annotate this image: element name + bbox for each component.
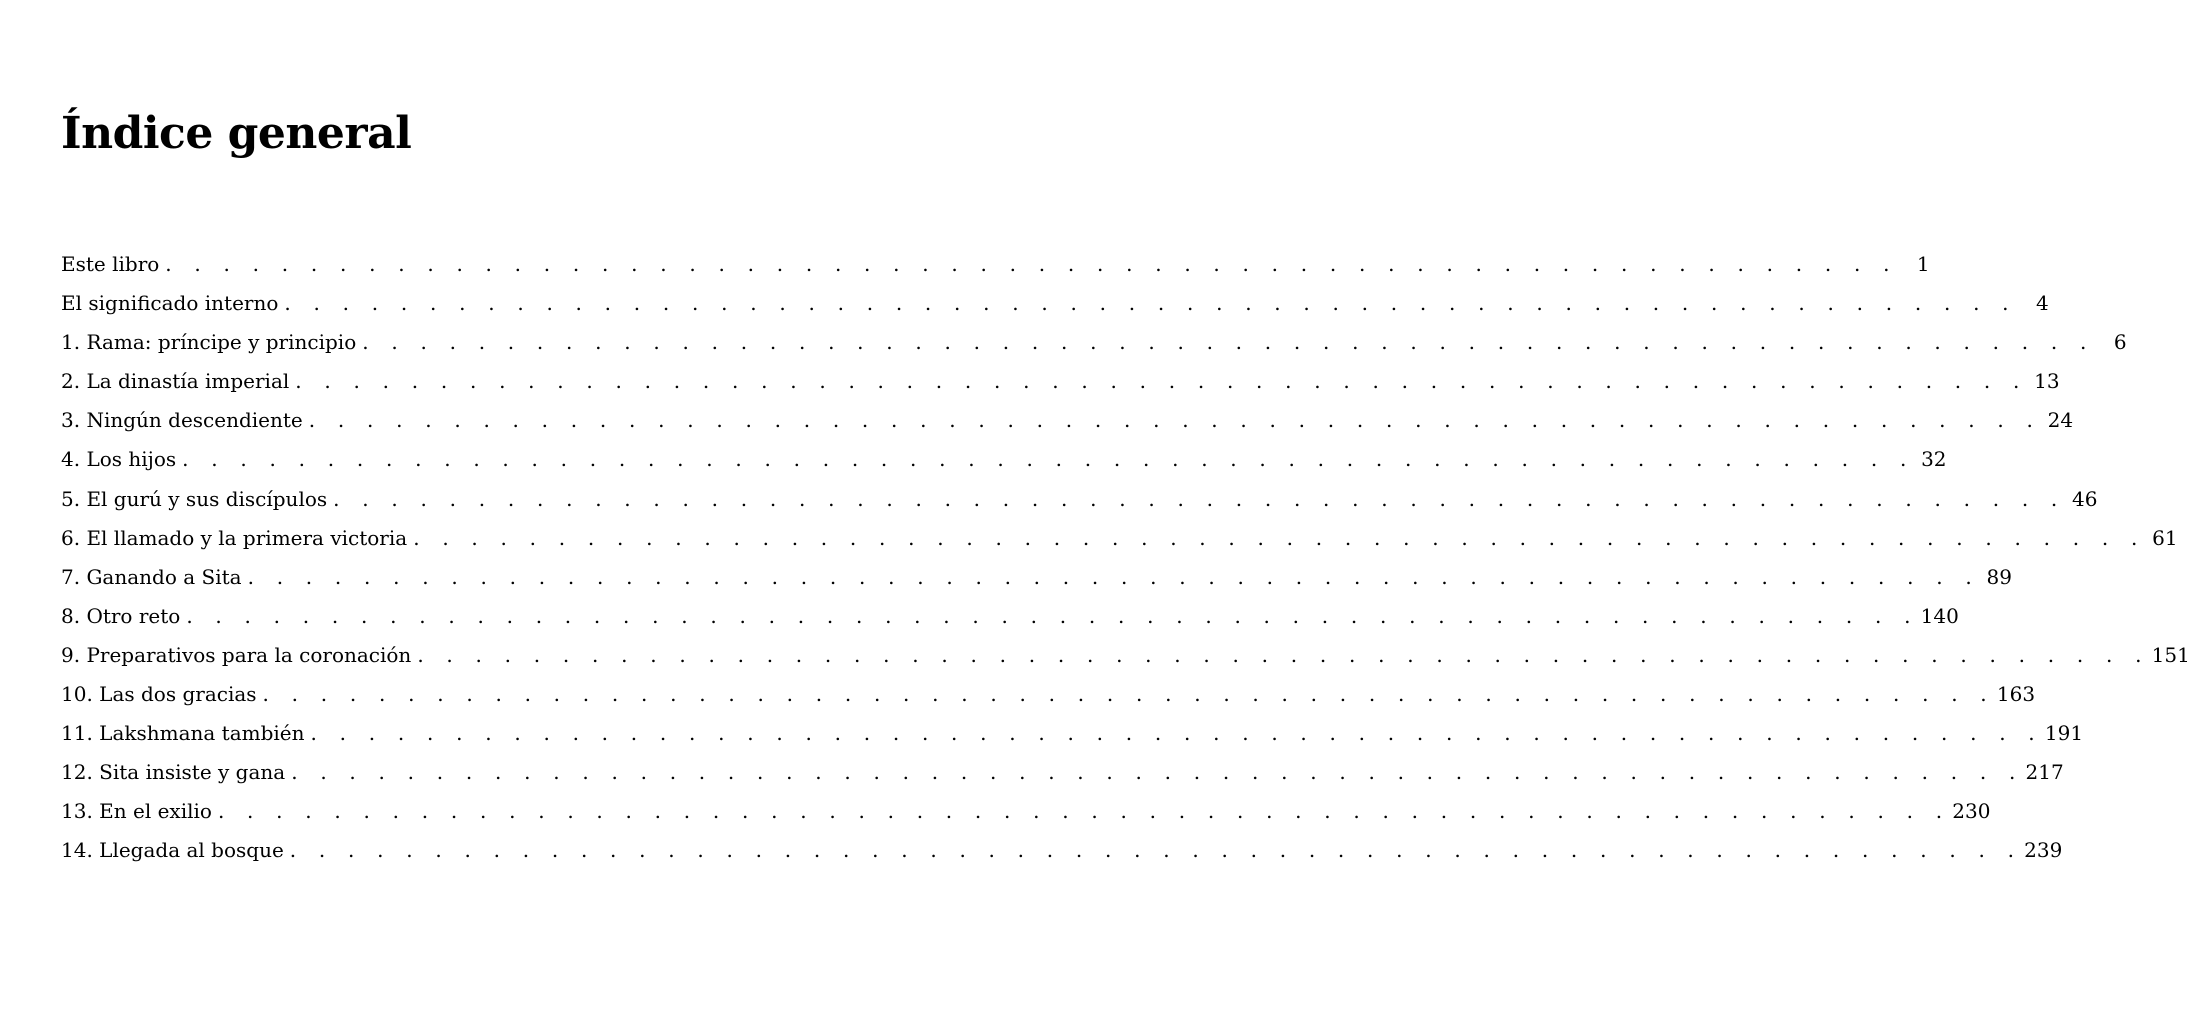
toc-entry-label: 14. Llegada al bosque: [61, 838, 284, 863]
toc-entry[interactable]: [61, 675, 2036, 714]
toc-entry-label: 6. El llamado y la primera victoria: [61, 525, 408, 550]
toc-entry-label: 1. Rama: príncipe y principio: [61, 330, 357, 355]
toc-entry-label: El significado interno: [61, 291, 279, 316]
toc-entry-page-number: 46: [2072, 486, 2098, 511]
page-title: Índice general: [61, 108, 412, 159]
dot-leader: . . . . . . . . . . . . . . . . . . . . . . . . . . . . . . . . . . . . . . . . . . . . . . . . . . . . . . . . . . . .: [413, 525, 2146, 550]
toc-entry-label: 10. Las dos gracias: [61, 682, 257, 707]
toc-entry[interactable]: [61, 792, 1991, 831]
toc-entry-label: 5. El gurú y sus discípulos: [61, 486, 328, 511]
toc-entry-label: Este libro: [61, 252, 160, 276]
toc-entry[interactable]: [61, 480, 2098, 519]
toc-entry-label: 7. Ganando a Sita: [61, 564, 242, 589]
toc-entry-page-number: 239: [2024, 838, 2063, 863]
toc-entry-label: 12. Sita insiste y gana: [61, 760, 286, 785]
toc-entry[interactable]: [61, 440, 1947, 479]
toc-entry[interactable]: [61, 323, 2127, 362]
dot-leader: . . . . . . . . . . . . . . . . . . . . . . . . . . . . . . . . . . . . . . . . . . . . . . . . . . . . . . . . . . . .: [182, 447, 1915, 472]
toc-entry-page-number: 61: [2152, 525, 2178, 550]
toc-entry-page-number: 151: [2151, 642, 2190, 667]
dot-leader: . . . . . . . . . . . . . . . . . . . . . . . . . . . . . . . . . . . . . . . . . . . . . . . . . . . . . . . . . . . .: [310, 721, 2043, 746]
document-page: [61, 0, 2190, 1014]
toc-entry-page-number: 13: [2034, 369, 2060, 394]
toc-entry-page-number: 1: [1916, 252, 1930, 276]
toc-entry[interactable]: [61, 245, 1930, 284]
toc-entry-page-number: 163: [1996, 682, 2036, 707]
dot-leader: . . . . . . . . . . . . . . . . . . . . . . . . . . . . . . . . . . . . . . . . . . . . . . . . . . . . . . . . . . . .: [217, 799, 1951, 824]
toc-entry[interactable]: [61, 753, 2064, 792]
dot-leader: . . . . . . . . . . . . . . . . . . . . . . . . . . . . . . . . . . . . . . . . . . . . . . . . . . . . . . . . . . . .: [308, 408, 2042, 433]
toc-entry-label: 4. Los hijos: [61, 447, 177, 472]
dot-leader: . . . . . . . . . . . . . . . . . . . . . . . . . . . . . . . . . . . . . . . . . . . . . . . . . . . . . . . . . . . .: [262, 682, 1995, 707]
toc-entry[interactable]: [61, 714, 2084, 753]
toc-entry-label: 2. La dinastía imperial: [61, 369, 290, 394]
toc-entry-page-number: 4: [2036, 291, 2049, 316]
dot-leader: . . . . . . . . . . . . . . . . . . . . . . . . . . . . . . . . . . . . . . . . . . . . . . . . . . . . . . . . . . . .: [362, 330, 2095, 355]
dot-leader: . . . . . . . . . . . . . . . . . . . . . . . . . . . . . . . . . . . . . . . . . . . . . . . . . . . . . . . . . . . .: [291, 760, 2024, 785]
toc-entry-page-number: 217: [2025, 760, 2064, 785]
dot-leader: . . . . . . . . . . . . . . . . . . . . . . . . . . . . . . . . . . . . . . . . . . . . . . . . . . . . . . . . . . . .: [295, 369, 2028, 394]
toc-entry-page-number: 140: [1920, 603, 1959, 628]
toc-entry[interactable]: [61, 519, 2178, 558]
dot-leader: . . . . . . . . . . . . . . . . . . . . . . . . . . . . . . . . . . . . . . . . . . . . . . . . . . . . . . . . . . . .: [284, 291, 2017, 316]
toc-entry[interactable]: [61, 284, 2049, 323]
toc-entry[interactable]: [61, 401, 2074, 440]
toc-entry[interactable]: [61, 558, 2012, 597]
toc-entry-page-number: 230: [1952, 799, 1991, 824]
dot-leader: . . . . . . . . . . . . . . . . . . . . . . . . . . . . . . . . . . . . . . . . . . . . . . . . . . . . . . . . . . . .: [289, 838, 2023, 863]
toc-entry-page-number: 6: [2113, 330, 2127, 355]
toc-entry-page-number: 89: [1986, 564, 2012, 589]
toc-entry-page-number: 191: [2044, 721, 2084, 746]
toc-entry-label: 13. En el exilio: [61, 799, 212, 824]
toc-entry[interactable]: [61, 831, 2063, 870]
dot-leader: . . . . . . . . . . . . . . . . . . . . . . . . . . . . . . . . . . . . . . . . . . . . . . . . . . . . . . . . . . . .: [247, 564, 1980, 589]
toc-entry[interactable]: [61, 597, 1959, 636]
dot-leader: . . . . . . . . . . . . . . . . . . . . . . . . . . . . . . . . . . . . . . . . . . . . . . . . . . . . . . . . . . . .: [165, 252, 1898, 276]
dot-leader: . . . . . . . . . . . . . . . . . . . . . . . . . . . . . . . . . . . . . . . . . . . . . . . . . . . . . . . . . . . .: [333, 486, 2066, 511]
toc-entry-page-number: 32: [1921, 447, 1947, 472]
toc-entry[interactable]: [61, 362, 2060, 401]
toc-entry-label: 9. Preparativos para la coronación: [61, 642, 412, 667]
table-of-contents: [61, 245, 2190, 871]
toc-entry-label: 11. Lakshmana también: [61, 721, 305, 746]
dot-leader: . . . . . . . . . . . . . . . . . . . . . . . . . . . . . . . . . . . . . . . . . . . . . . . . . . . . . . . . . . . .: [186, 603, 1919, 628]
toc-entry-label: 8. Otro reto: [61, 603, 181, 628]
dot-leader: . . . . . . . . . . . . . . . . . . . . . . . . . . . . . . . . . . . . . . . . . . . . . . . . . . . . . . . . . . . .: [417, 642, 2150, 667]
toc-entry-label: 3. Ningún descendiente: [61, 408, 303, 433]
toc-entry-page-number: 24: [2047, 408, 2074, 433]
toc-entry[interactable]: [61, 636, 2190, 675]
